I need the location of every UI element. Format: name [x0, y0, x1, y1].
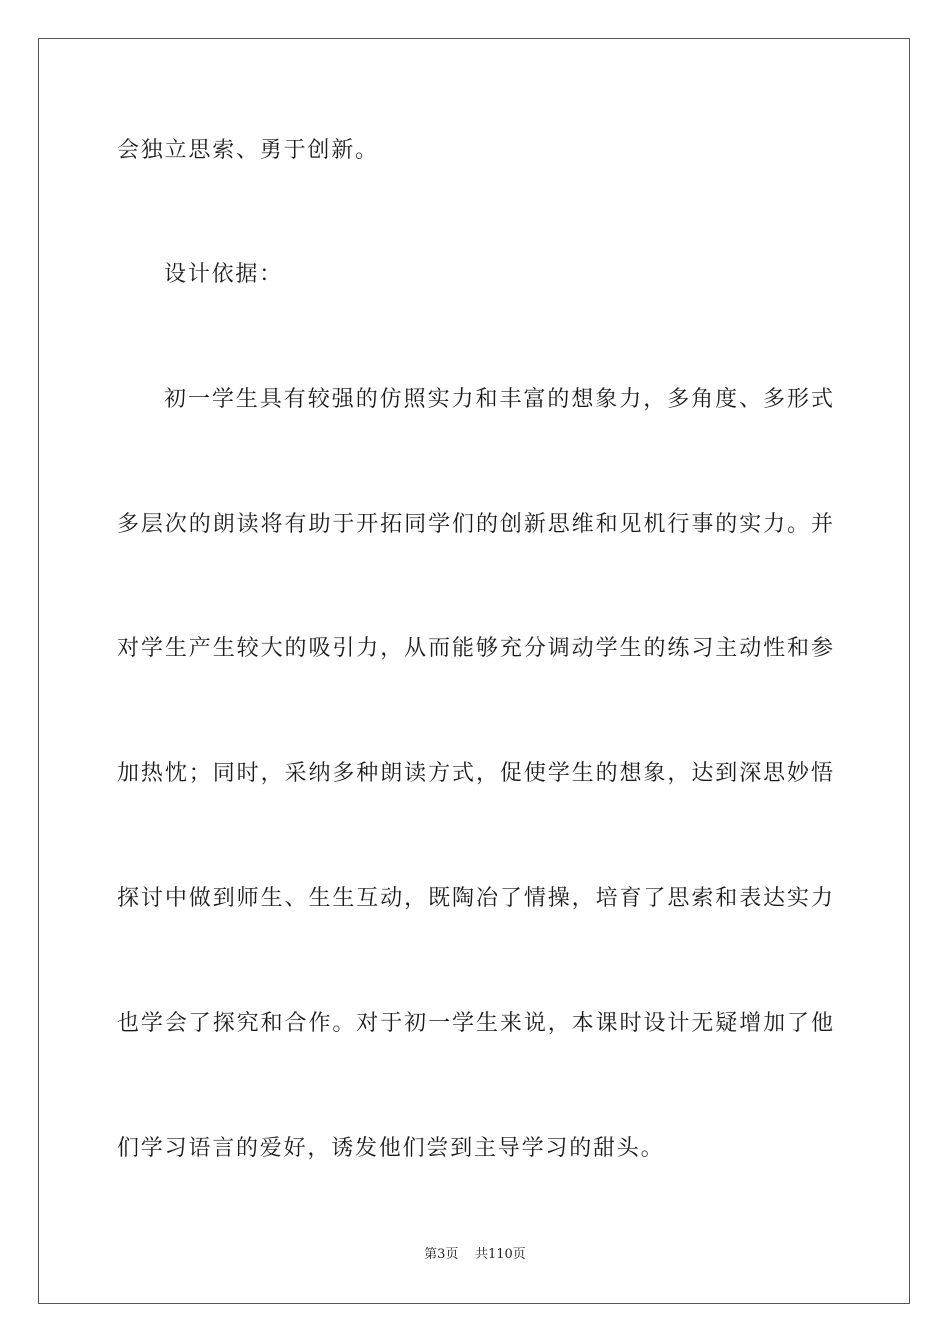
page-footer: [0, 1246, 950, 1264]
page-number: 第3页: [424, 1247, 459, 1262]
text-line-1: 会独立思索、勇于创新。: [117, 138, 379, 163]
text-line-8: 也学会了探究和合作。对于初一学生来说，本课时设计无疑增加了他: [117, 1011, 833, 1036]
section-heading: 设计依据：: [164, 262, 284, 287]
text-line-6: 加热忱；同时，采纳多种朗读方式，促使学生的想象，达到深思妙悟: [117, 761, 833, 786]
text-line-7: 探讨中做到师生、生生互动，既陶冶了情操，培育了思索和表达实力: [117, 886, 833, 911]
text-line-5: 对学生产生较大的吸引力，从而能够充分调动学生的练习主动性和参: [117, 636, 833, 661]
text-line-9: 们学习语言的爱好，诱发他们尝到主导学习的甜头。: [117, 1136, 665, 1161]
text-line-4: 多层次的朗读将有助于开拓同学们的创新思维和见机行事的实力。并: [117, 512, 833, 537]
page-frame: [38, 38, 910, 1304]
page-total: 共110页: [474, 1247, 526, 1262]
text-line-3: 初一学生具有较强的仿照实力和丰富的想象力，多角度、多形式: [164, 387, 833, 412]
